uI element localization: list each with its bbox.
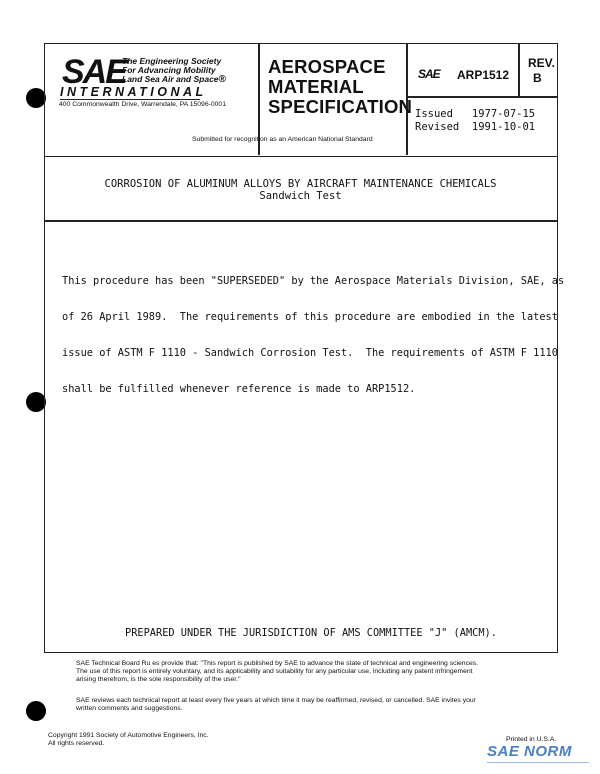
binder-hole	[26, 88, 46, 108]
title-divider	[44, 220, 557, 222]
body-line: of 26 April 1989. The requirements of this procedure are embodied in the latest	[62, 311, 558, 323]
policy-line: arising therefrom, is the sole responsibility of the user."	[76, 676, 241, 683]
registered-mark: ®	[218, 74, 226, 85]
copyright-line: Copyright 1991 Society of Automotive Engineers, Inc.	[48, 732, 209, 739]
tagline-line: The Engineering Society	[122, 56, 222, 66]
title-line: CORROSION OF ALUMINUM ALLOYS BY AIRCRAFT MAINTENANCE CHEMICALS	[104, 178, 497, 190]
sae-address: 400 Commonwealth Drive, Warrendale, PA 15096-0001	[59, 101, 226, 108]
policy-line: The use of this report is entirely voluntary, and its applicability and suitability for any particular use, including any patent infringement	[76, 668, 473, 675]
review-line: written comments and suggestions.	[76, 705, 183, 712]
binder-hole	[26, 392, 46, 412]
tagline-line	[122, 75, 226, 84]
body-line: issue of ASTM F 1110 - Sandwich Corrosion Test. The requirements of ASTM F 1110	[62, 347, 558, 359]
review-note	[76, 697, 476, 713]
issued-date: Issued 1977-07-15	[415, 108, 536, 120]
tagline-text: Land Sea Air and Space	[122, 74, 219, 84]
document-number: ARP1512	[457, 68, 510, 82]
sae-tagline	[122, 57, 226, 84]
tagline-line: For Advancing Mobility	[122, 65, 216, 75]
copyright-notice	[48, 732, 209, 748]
watermark-underline	[487, 762, 589, 763]
international-wordmark: INTERNATIONAL	[60, 85, 207, 99]
review-line: SAE reviews each technical report at least every five years at which time it may be reaffirmed, revised, or cancelled. SAE invites your	[76, 697, 476, 704]
revision-value: B	[533, 71, 542, 85]
header-divider	[406, 96, 557, 98]
document-type-line: AEROSPACE	[268, 56, 386, 77]
watermark-logo: SAE NORM	[487, 743, 572, 760]
revised-date: Revised 1991-10-01	[415, 121, 536, 133]
body-line: This procedure has been "SUPERSEDED" by the Aerospace Materials Division, SAE, as	[62, 275, 565, 287]
printed-in: Printed in U.S.A.	[506, 736, 557, 743]
sae-logo: SAE	[62, 53, 126, 91]
prepared-statement: PREPARED UNDER THE JURISDICTION OF AMS COMMITTEE "J" (AMCM).	[125, 627, 497, 639]
body-line: shall be fulfilled whenever reference is made to ARP1512.	[62, 383, 416, 395]
document-type	[268, 57, 412, 117]
recognition-note: Submitted for recognition as an American National Standard	[192, 136, 373, 143]
wordmark-underline	[60, 99, 200, 100]
header-divider	[518, 43, 520, 96]
document-type-line: SPECIFICATION	[268, 96, 413, 117]
small-sae-logo: SAE	[418, 67, 440, 81]
policy-note	[76, 660, 478, 684]
title-subline: Sandwich Test	[259, 190, 342, 202]
revision-label: REV.	[528, 56, 555, 70]
binder-hole	[26, 701, 46, 721]
document-title	[44, 178, 557, 202]
policy-line: SAE Technical Board Ru es provide that: "This report is published by SAE to advance the state of technical and engineering sciences.	[76, 660, 479, 667]
copyright-line: All rights reserved.	[48, 740, 105, 747]
body-text	[62, 251, 564, 407]
document-type-line: MATERIAL	[268, 76, 364, 97]
